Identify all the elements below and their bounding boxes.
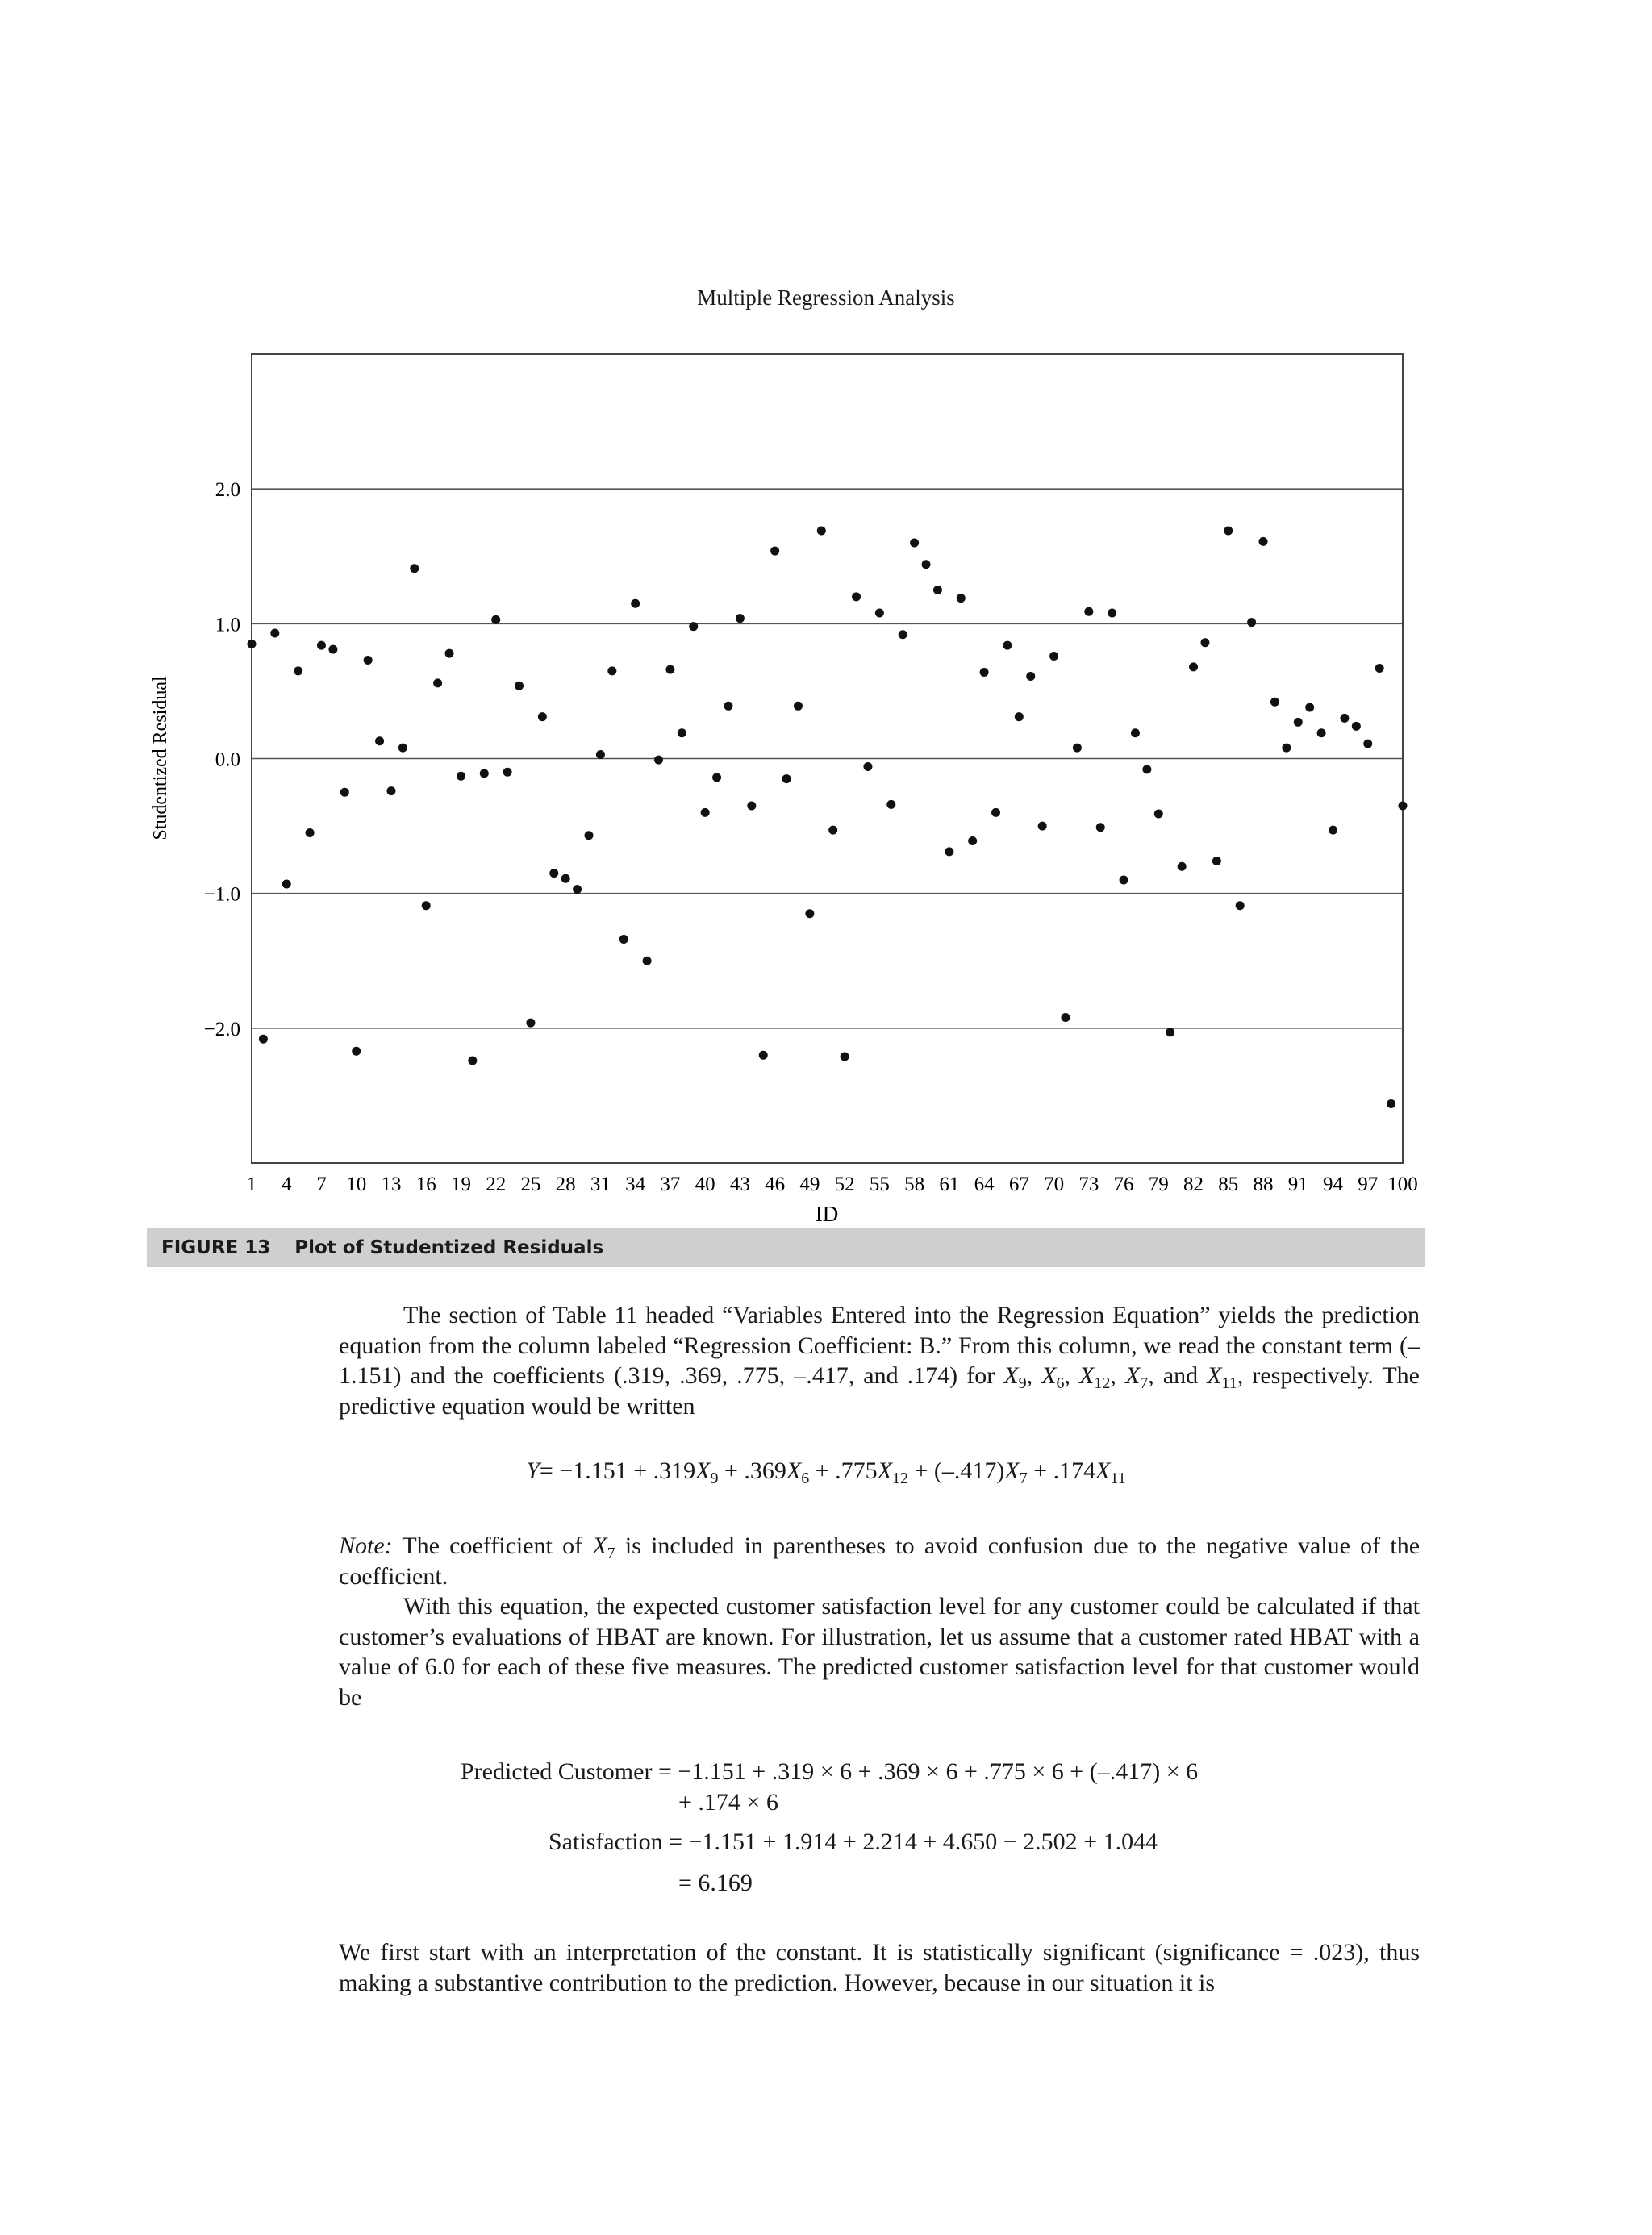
x-tick-label: 76: [1113, 1174, 1134, 1195]
data-point: [1282, 744, 1291, 753]
data-point: [1131, 728, 1140, 737]
data-point: [910, 539, 919, 548]
data-point: [491, 615, 500, 624]
data-point: [957, 594, 966, 603]
data-point: [1375, 664, 1384, 673]
x-tick-label: 88: [1253, 1174, 1274, 1195]
pred-line-1: Predicted Customer = −1.151 + .319 × 6 + .369 × 6 + .775 × 6 + (–.417) × 6: [461, 1758, 1199, 1785]
data-point: [282, 879, 291, 888]
data-point: [422, 901, 431, 910]
data-point: [805, 909, 814, 918]
figure-caption: Plot of Studentized Residuals: [294, 1237, 604, 1258]
data-point: [724, 702, 732, 711]
data-point: [701, 808, 710, 817]
data-point: [863, 762, 872, 771]
data-point: [1166, 1028, 1174, 1036]
data-point: [1270, 698, 1279, 707]
data-point: [1038, 822, 1047, 831]
data-point: [1073, 744, 1082, 753]
data-point: [573, 885, 582, 894]
data-point: [899, 630, 907, 639]
data-point: [352, 1047, 361, 1056]
paragraph-1: The section of Table 11 headed “Variables Entered into the Regression Equation” yields the prediction equation from the column labeled “Regression Coefficient: B.” From this column, we read the constant term (–1.151) and the coefficients (.319, .369, .775, –.417, and .174) for $X_9$, $X_6$, $X_{12}$, $X_7$, and $X_{11}$, respectively. The predictive equation would be written: [339, 1302, 1420, 1420]
data-point: [852, 592, 861, 601]
data-point: [515, 682, 524, 690]
pred-line-4: = 6.169: [678, 1870, 753, 1896]
data-point: [1399, 802, 1408, 811]
data-point: [549, 869, 558, 878]
x-tick-label: 49: [799, 1174, 820, 1195]
data-point: [794, 702, 803, 711]
data-point: [1294, 718, 1303, 727]
data-point: [933, 586, 942, 594]
x-tick-label: 79: [1148, 1174, 1169, 1195]
data-point: [1154, 810, 1163, 819]
y-tick-label: 0.0: [215, 748, 240, 771]
data-point: [364, 656, 373, 665]
y-tick-label: 2.0: [215, 479, 240, 502]
x-tick-label: 100: [1387, 1174, 1418, 1195]
x-tick-label: 28: [555, 1174, 576, 1195]
data-point: [1003, 641, 1012, 650]
data-point: [759, 1051, 768, 1060]
data-point: [1178, 862, 1187, 871]
data-point: [1084, 607, 1093, 616]
pred-line-3: Satisfaction = −1.151 + 1.914 + 2.214 + 4.650 − 2.502 + 1.044: [549, 1828, 1158, 1855]
x-tick-label: 64: [974, 1174, 995, 1195]
note-paragraph: Note: The coefficient of $X_7$ is included in parentheses to avoid confusion due to the negative value of the coefficient. With this equation, the expected customer satisfaction level for any customer could be calculated if that customer’s evaluations of HBAT are known. For illustration, let us assume that a customer rated HBAT with a value of 6.0 for each of these five measures. The predicted customer satisfaction level for that customer would be: [339, 1531, 1420, 1712]
data-point: [736, 614, 745, 623]
x-tick-label: 25: [520, 1174, 541, 1195]
data-point: [1363, 740, 1372, 748]
x-tick-label: 1: [246, 1174, 257, 1195]
data-point: [1329, 826, 1337, 835]
data-point: [643, 957, 652, 965]
data-point: [386, 786, 395, 795]
x-tick-label: 16: [415, 1174, 436, 1195]
data-point: [607, 666, 616, 675]
data-point: [328, 645, 337, 654]
data-point: [375, 736, 384, 745]
data-point: [712, 773, 721, 782]
x-tick-label: 91: [1287, 1174, 1308, 1195]
gridlines: [252, 489, 1403, 1028]
data-point: [1259, 537, 1268, 546]
data-point: [1387, 1099, 1395, 1108]
x-tick-label: 73: [1078, 1174, 1099, 1195]
data-point: [1236, 901, 1245, 910]
x-tick-label: 10: [346, 1174, 367, 1195]
data-point: [526, 1019, 535, 1028]
x-tick-label: 40: [695, 1174, 715, 1195]
x-tick-label: 82: [1183, 1174, 1204, 1195]
data-point: [1189, 662, 1198, 671]
data-point: [270, 629, 279, 638]
data-point: [294, 666, 302, 675]
data-point: [1317, 728, 1326, 737]
figure-caption-banner: [147, 1228, 1425, 1267]
x-tick-label: 58: [904, 1174, 925, 1195]
x-tick-label: 37: [660, 1174, 681, 1195]
x-tick-label: 46: [765, 1174, 786, 1195]
page-header: Multiple Regression Analysis: [697, 286, 955, 310]
y-tick-label: −1.0: [203, 883, 240, 906]
data-point: [991, 808, 1000, 817]
data-point: [398, 744, 407, 753]
x-tick-label: 52: [834, 1174, 855, 1195]
x-tick-label: 70: [1044, 1174, 1065, 1195]
data-point: [468, 1056, 477, 1065]
x-tick-label: 55: [869, 1174, 890, 1195]
x-tick-label: 13: [381, 1174, 402, 1195]
data-point: [1340, 714, 1349, 723]
data-point: [259, 1035, 268, 1044]
data-point: [782, 774, 791, 783]
x-tick-label: 4: [281, 1174, 292, 1195]
data-point: [596, 750, 605, 759]
paragraph-2: With this equation, the expected customer satisfaction level for any customer could be calculated if that customer’s evaluations of HBAT are known. For illustration, let us assume that a customer rated HBAT with a value of 6.0 for each of these five measures. The predicted customer satisfaction level for that customer would be: [339, 1593, 1420, 1711]
data-point: [1142, 765, 1151, 773]
x-tick-label: 97: [1358, 1174, 1379, 1195]
data-point: [620, 935, 628, 944]
prediction-equation: $Y= -1.151 + .319X_9 + .369X_6 + .775X_{12} + (-.417)X_7 + .174X_{11}$: [526, 1457, 1126, 1487]
data-point: [678, 728, 686, 737]
y-axis-label: Studentized Residual: [150, 676, 171, 840]
y-tick-labels: [204, 479, 240, 1040]
data-point: [457, 772, 465, 781]
data-point: [1247, 618, 1256, 627]
data-point: [886, 800, 895, 809]
x-axis-label: ID: [815, 1202, 839, 1226]
data-point: [945, 847, 953, 856]
data-point: [1061, 1013, 1070, 1022]
data-point: [841, 1052, 849, 1061]
data-point: [631, 599, 640, 608]
data-point: [1026, 672, 1035, 681]
data-point: [689, 622, 698, 631]
x-tick-label: 34: [625, 1174, 646, 1195]
x-tick-label: 7: [316, 1174, 327, 1195]
data-point: [665, 665, 674, 674]
data-point: [1200, 638, 1209, 647]
data-point: [1305, 703, 1314, 711]
data-point: [1049, 652, 1058, 661]
data-point: [306, 828, 315, 837]
y-tick-label: −2.0: [203, 1018, 240, 1040]
data-point: [248, 640, 257, 648]
data-point: [1015, 712, 1024, 721]
data-point: [828, 826, 837, 835]
data-point: [1224, 526, 1233, 535]
data-point: [585, 831, 594, 840]
data-point: [433, 678, 442, 687]
x-tick-label: 67: [1008, 1174, 1029, 1195]
data-point: [445, 649, 454, 658]
data-point: [480, 769, 489, 778]
y-tick-label: 1.0: [215, 614, 240, 636]
data-point: [654, 756, 663, 765]
data-point: [1120, 875, 1128, 884]
x-tick-label: 94: [1323, 1174, 1344, 1195]
x-tick-labels: [247, 1174, 1418, 1195]
figure-number: FIGURE 13: [161, 1237, 271, 1258]
data-points: [248, 526, 1408, 1107]
x-tick-label: 61: [939, 1174, 960, 1195]
data-point: [1352, 722, 1361, 731]
paragraph-3: We first start with an interpretation of the constant. It is statistically significant (significance = .023), thus making a substantive contribution to the prediction. However, because in our situation it is: [339, 1939, 1420, 1996]
x-tick-label: 31: [590, 1174, 611, 1195]
data-point: [875, 608, 884, 617]
data-point: [503, 768, 512, 777]
x-tick-label: 19: [450, 1174, 471, 1195]
data-point: [1096, 823, 1105, 832]
data-point: [340, 788, 349, 797]
data-point: [1108, 608, 1116, 617]
x-tick-label: 43: [729, 1174, 750, 1195]
data-point: [817, 526, 826, 535]
data-point: [1212, 857, 1221, 865]
data-point: [538, 712, 547, 721]
data-point: [968, 836, 977, 845]
data-point: [922, 560, 931, 569]
pred-line-2: + .174 × 6: [678, 1789, 778, 1816]
x-tick-label: 85: [1218, 1174, 1239, 1195]
data-point: [980, 668, 989, 677]
data-point: [410, 564, 419, 573]
data-point: [747, 802, 756, 811]
x-tick-label: 22: [486, 1174, 507, 1195]
data-point: [561, 874, 570, 883]
data-point: [770, 547, 779, 556]
data-point: [317, 641, 326, 650]
